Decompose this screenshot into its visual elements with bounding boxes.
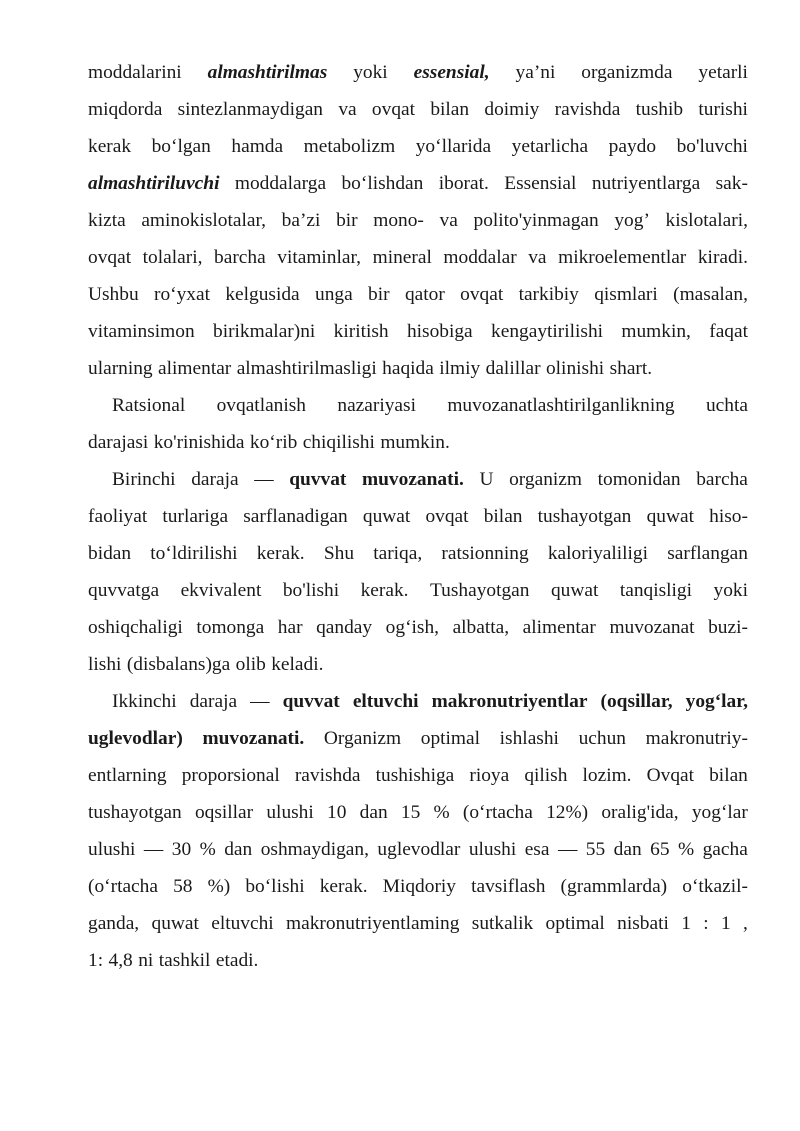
word: ko‘rib: [249, 432, 298, 453]
text-line: [88, 683, 748, 720]
word: tushayotgan: [537, 506, 632, 527]
word: buzi-: [708, 617, 748, 638]
word: olib: [235, 654, 266, 675]
word: 4,8: [108, 950, 133, 971]
word: 65: [650, 839, 670, 860]
document-page: [88, 54, 748, 979]
word: —: [254, 469, 274, 490]
word: ovqatlanish: [216, 395, 307, 416]
text-line: [88, 498, 748, 535]
word: 10: [327, 802, 347, 823]
word: ovqat: [425, 506, 469, 527]
word: barcha: [696, 469, 748, 490]
word: kislotalari,: [665, 210, 748, 231]
word: iborat.: [438, 173, 489, 194]
word: muvozanati.: [202, 728, 305, 749]
word: ulushi: [468, 839, 517, 860]
word: lishi: [88, 654, 122, 675]
word: quvvat: [282, 691, 340, 712]
text-line: [88, 942, 748, 979]
word: faoliyat: [88, 506, 148, 527]
word: yetarli: [698, 62, 748, 83]
word: miqdorda: [88, 99, 163, 120]
word: oshmaydigan,: [260, 839, 369, 860]
word: doimiy: [484, 99, 540, 120]
word: ganda,: [88, 913, 140, 934]
word: %: [677, 839, 695, 860]
text-line: [88, 239, 748, 276]
word: proporsional: [181, 765, 280, 786]
word: tarkibiy: [518, 284, 579, 305]
word: ,: [743, 913, 748, 934]
word: sarflanadigan: [243, 506, 348, 527]
word: Organizm: [323, 728, 402, 749]
word: albatta,: [452, 617, 510, 638]
word: oshiqchaligi: [88, 617, 183, 638]
word: (o‘rtacha: [88, 876, 158, 897]
word: lozim.: [582, 765, 632, 786]
word: muvozanat: [609, 617, 695, 638]
word: ko'rinishida: [153, 432, 245, 453]
word: bo‘lishi: [245, 876, 305, 897]
word: %: [199, 839, 216, 860]
word: Ikkinchi: [112, 691, 177, 712]
word: uglevodlar): [88, 728, 183, 749]
word: nutriyentlarga: [591, 173, 701, 194]
word: qator: [404, 284, 445, 305]
word: dan: [613, 839, 642, 860]
word: bo‘lishdan: [341, 173, 424, 194]
word: kerak.: [319, 876, 368, 897]
word: Shu: [323, 543, 355, 564]
word: tushib: [635, 99, 684, 120]
word: turlariga: [162, 506, 229, 527]
word: hiso-: [709, 506, 748, 527]
word: ya’ni: [515, 62, 556, 83]
word: quvvatga: [88, 580, 160, 601]
word: alimentar: [522, 617, 596, 638]
word: moddalarini: [88, 62, 182, 83]
word: darajasi: [88, 432, 149, 453]
word: ravishda: [294, 765, 361, 786]
text-line: [88, 276, 748, 313]
word: 58: [173, 876, 193, 897]
word: qanday: [316, 617, 373, 638]
word: har: [277, 617, 303, 638]
word: kerak.: [360, 580, 409, 601]
word: Ovqat: [646, 765, 695, 786]
word: ratsionning: [441, 543, 529, 564]
word: haqida: [382, 358, 434, 379]
word: —: [250, 691, 270, 712]
word: hamda: [231, 136, 284, 157]
word: kaloriyaliligi: [547, 543, 649, 564]
word: keladi.: [271, 654, 324, 675]
text-line: [88, 91, 748, 128]
word: organizmda: [581, 62, 673, 83]
word: (o‘rtacha: [462, 802, 533, 823]
word: Essensial: [504, 173, 577, 194]
word: ulushi: [88, 839, 136, 860]
word: kiritish: [333, 321, 389, 342]
word: sarflangan: [667, 543, 748, 564]
word: sak-: [715, 173, 748, 194]
word: muvozanatlashtirilganlikning: [447, 395, 675, 416]
word: ulushi: [266, 802, 314, 823]
word: ishlashi: [499, 728, 559, 749]
word: Tushayotgan: [430, 580, 530, 601]
paragraph: [88, 683, 748, 979]
word: mono-: [373, 210, 424, 231]
word: etadi.: [215, 950, 259, 971]
word: 15: [400, 802, 421, 823]
word: bilan: [430, 99, 470, 120]
text-line: [88, 424, 748, 461]
word: o‘tkazil-: [682, 876, 748, 897]
word: daraja: [189, 691, 238, 712]
word: sutkalik: [471, 913, 534, 934]
word: va: [439, 210, 458, 231]
word: daraja: [191, 469, 239, 490]
word: nazariyasi: [337, 395, 416, 416]
word: Ushbu: [88, 284, 139, 305]
word: (disbalans)ga: [126, 654, 231, 675]
word: quwat: [646, 506, 694, 527]
word: quwat: [550, 580, 599, 601]
word: kizta: [88, 210, 126, 231]
word: oralig'ida,: [601, 802, 679, 823]
word: moddalar: [443, 247, 517, 268]
word: 12%): [546, 802, 589, 823]
word: og‘ish,: [385, 617, 439, 638]
word: almashtiriluvchi: [88, 173, 220, 194]
word: 30: [171, 839, 192, 860]
word: faqat: [709, 321, 748, 342]
word: sintezlanmaydigan: [177, 99, 324, 120]
word: 1:: [88, 950, 104, 971]
word: ovqat: [88, 247, 132, 268]
word: tushishiga: [375, 765, 455, 786]
word: 1: [720, 913, 731, 934]
word: :: [703, 913, 709, 934]
word: kerak.: [256, 543, 305, 564]
word: olinishi: [545, 358, 605, 379]
word: makronutriyentlar: [431, 691, 588, 712]
word: ovqat: [371, 99, 416, 120]
word: qismlari: [594, 284, 658, 305]
word: bilan: [483, 506, 523, 527]
word: muvozanati.: [362, 469, 464, 490]
word: mumkin,: [621, 321, 691, 342]
word: Miqdoriy: [382, 876, 456, 897]
word: chiqilishi: [302, 432, 375, 453]
word: optimal: [545, 913, 605, 934]
text-line: [88, 794, 748, 831]
word: metabolizm: [303, 136, 396, 157]
word: ni: [138, 950, 154, 971]
word: yoki: [713, 580, 748, 601]
word: yetarlicha: [511, 136, 589, 157]
word: shart.: [609, 358, 653, 379]
word: tushayotgan: [88, 802, 182, 823]
text-line: [88, 609, 748, 646]
word: tolalari,: [142, 247, 203, 268]
word: kelgusida: [225, 284, 300, 305]
word: tomonga: [196, 617, 265, 638]
word: esa: [524, 839, 550, 860]
word: ularning: [88, 358, 153, 379]
word: bo‘lgan: [151, 136, 211, 157]
text-line: [88, 572, 748, 609]
word: birikmalar)ni: [213, 321, 316, 342]
word: —: [143, 839, 164, 860]
word: qilish: [524, 765, 568, 786]
word: paydo: [608, 136, 657, 157]
word: bo'luvchi: [676, 136, 748, 157]
text-line: [88, 905, 748, 942]
word: —: [557, 839, 578, 860]
word: hisobiga: [406, 321, 473, 342]
word: polito'yinmagan: [473, 210, 599, 231]
word: barcha: [214, 247, 266, 268]
word: oqsillar: [194, 802, 254, 823]
text-line: [88, 461, 748, 498]
word: vitaminsimon: [88, 321, 195, 342]
word: (oqsillar,: [600, 691, 673, 712]
text-line: [88, 757, 748, 794]
word: va: [338, 99, 357, 120]
word: kerak: [88, 136, 132, 157]
text-line: [88, 868, 748, 905]
text-line: [88, 831, 748, 868]
word: entlarning: [88, 765, 167, 786]
word: bidan: [88, 543, 132, 564]
word: aminokislotalar,: [141, 210, 267, 231]
word: tavsiflash: [471, 876, 546, 897]
word: %: [433, 802, 450, 823]
word: yoki: [353, 62, 388, 83]
paragraph: [88, 387, 748, 461]
word: rioya: [469, 765, 510, 786]
text-line: [88, 202, 748, 239]
word: kiradi.: [697, 247, 748, 268]
word: makronutriyentlaming: [286, 913, 460, 934]
word: turishi: [698, 99, 748, 120]
word: dalillar: [485, 358, 541, 379]
paragraph: [88, 461, 748, 683]
text-line: [88, 387, 748, 424]
word: yo‘llarida: [415, 136, 492, 157]
word: ovqat: [460, 284, 504, 305]
word: essensial,: [413, 62, 490, 83]
text-line: [88, 535, 748, 572]
word: vitaminlar,: [277, 247, 362, 268]
word: moddalarga: [234, 173, 327, 194]
word: unga: [315, 284, 353, 305]
word: mineral: [372, 247, 432, 268]
word: bo'lishi: [282, 580, 340, 601]
word: (grammlarda): [560, 876, 668, 897]
word: quvvat: [289, 469, 347, 490]
word: Ratsional: [112, 395, 186, 416]
word: alimentar: [158, 358, 232, 379]
text-line: [88, 313, 748, 350]
word: Birinchi: [112, 469, 176, 490]
word: tomonidan: [597, 469, 681, 490]
text-line: [88, 646, 748, 683]
word: tanqisligi: [619, 580, 693, 601]
word: uchta: [705, 395, 748, 416]
word: yog‘lar,: [685, 691, 748, 712]
word: ba’zi: [281, 210, 321, 231]
word: kengaytirilishi: [491, 321, 604, 342]
word: tashkil: [158, 950, 211, 971]
word: gacha: [702, 839, 748, 860]
word: dan: [224, 839, 253, 860]
word: almashtirilmasligi: [236, 358, 377, 379]
word: eltuvchi: [352, 691, 419, 712]
word: bilan: [709, 765, 748, 786]
word: yog‘lar: [691, 802, 748, 823]
text-line: [88, 720, 748, 757]
word: mumkin.: [380, 432, 450, 453]
word: nisbati: [617, 913, 669, 934]
word: dan: [359, 802, 388, 823]
word: U: [479, 469, 494, 490]
word: 55: [585, 839, 606, 860]
word: uchun: [578, 728, 626, 749]
word: quwat: [151, 913, 199, 934]
word: va: [528, 247, 547, 268]
word: eltuvchi: [211, 913, 274, 934]
word: (masalan,: [673, 284, 748, 305]
text-line: [88, 165, 748, 202]
text-line: [88, 54, 748, 91]
word: ro‘yxat: [153, 284, 210, 305]
paragraph: [88, 54, 748, 387]
word: ekvivalent: [180, 580, 262, 601]
word: %): [207, 876, 231, 897]
word: quwat: [362, 506, 411, 527]
word: 1: [681, 913, 691, 934]
word: mikroelementlar: [558, 247, 687, 268]
word: almashtirilmas: [207, 62, 328, 83]
word: uglevodlar: [377, 839, 461, 860]
word: optimal: [420, 728, 481, 749]
word: tariqa,: [373, 543, 423, 564]
word: makronutriy-: [645, 728, 748, 749]
word: bir: [368, 284, 390, 305]
text-line: [88, 128, 748, 165]
word: ravishda: [554, 99, 621, 120]
word: to‘ldirilishi: [150, 543, 238, 564]
word: yog’: [614, 210, 650, 231]
word: ilmiy: [439, 358, 481, 379]
word: bir: [336, 210, 358, 231]
text-line: [88, 350, 748, 387]
word: organizm: [509, 469, 582, 490]
